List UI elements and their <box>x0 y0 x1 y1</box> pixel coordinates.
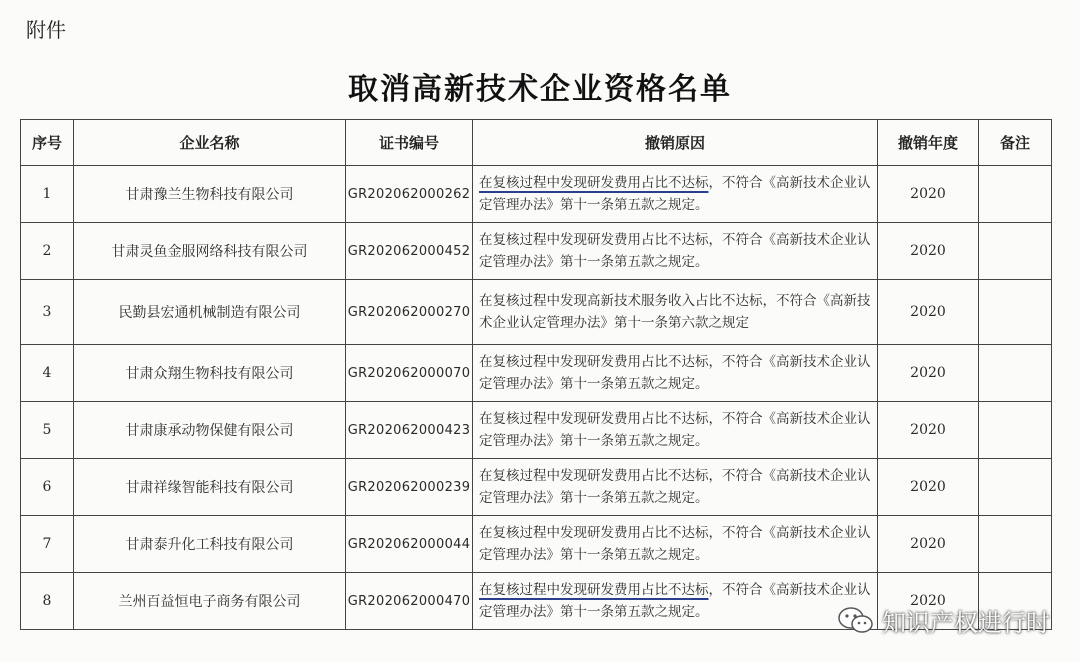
table-row <box>21 345 1052 402</box>
row-note <box>979 459 1052 516</box>
row-cert: GR202062000470 <box>346 573 473 630</box>
attachment-label: 附件 <box>26 18 66 42</box>
row-no: 4 <box>21 345 74 402</box>
row-company: 甘肃灵鱼金服网络科技有限公司 <box>74 223 346 280</box>
row-cert: GR202062000452 <box>346 223 473 280</box>
row-company: 兰州百益恒电子商务有限公司 <box>74 573 346 630</box>
row-note <box>979 280 1052 345</box>
row-cert: GR202062000070 <box>346 345 473 402</box>
header-note: 备注 <box>979 120 1052 166</box>
row-note <box>979 516 1052 573</box>
reason-text: 在复核过程中发现研发费用占比不达标，不符合《高新技术企业认定管理办法》第十一条第五款之规定。 <box>479 411 871 449</box>
table-row <box>21 223 1052 280</box>
wechat-icon <box>836 605 876 637</box>
row-reason <box>473 459 878 516</box>
row-year: 2020 <box>878 280 979 345</box>
row-cert: GR202062000270 <box>346 280 473 345</box>
row-company: 甘肃祥缘智能科技有限公司 <box>74 459 346 516</box>
row-note <box>979 402 1052 459</box>
row-company: 甘肃众翔生物科技有限公司 <box>74 345 346 402</box>
table-row <box>21 280 1052 345</box>
row-year: 2020 <box>878 223 979 280</box>
reason-text: 在复核过程中发现研发费用占比不达标，不符合《高新技术企业认定管理办法》第十一条第五款之规定。 <box>479 525 871 563</box>
table-header-row <box>21 120 1052 166</box>
row-reason <box>473 223 878 280</box>
row-no: 1 <box>21 166 74 223</box>
header-cert: 证书编号 <box>346 120 473 166</box>
row-note <box>979 166 1052 223</box>
row-no: 6 <box>21 459 74 516</box>
reason-text: ，不符合《高新技术企业认定管理办法》第十一条第五款之规定。 <box>479 175 871 213</box>
row-no: 3 <box>21 280 74 345</box>
table-row <box>21 516 1052 573</box>
reason-text: 在复核过程中发现研发费用占比不达标，不符合《高新技术企业认定管理办法》第十一条第五款之规定。 <box>479 232 871 270</box>
row-reason <box>473 166 878 223</box>
row-company: 甘肃康承动物保健有限公司 <box>74 402 346 459</box>
row-company: 民勤县宏通机械制造有限公司 <box>74 280 346 345</box>
row-reason <box>473 402 878 459</box>
row-year: 2020 <box>878 166 979 223</box>
document-title: 取消高新技术企业资格名单 <box>348 72 732 107</box>
row-company: 甘肃泰升化工科技有限公司 <box>74 516 346 573</box>
revocation-table <box>20 119 1052 630</box>
reason-text: 在复核过程中发现研发费用占比不达标，不符合《高新技术企业认定管理办法》第十一条第五款之规定。 <box>479 354 871 392</box>
watermark-text: 知识产权进行时 <box>882 609 1050 637</box>
row-reason <box>473 345 878 402</box>
row-year: 2020 <box>878 516 979 573</box>
row-cert: GR202062000423 <box>346 402 473 459</box>
row-cert: GR202062000044 <box>346 516 473 573</box>
table-row <box>21 166 1052 223</box>
row-reason <box>473 280 878 345</box>
row-year: 2020 <box>878 345 979 402</box>
row-cert: GR202062000262 <box>346 166 473 223</box>
row-no: 2 <box>21 223 74 280</box>
row-year: 2020 <box>878 402 979 459</box>
header-reason: 撤销原因 <box>473 120 878 166</box>
watermark <box>836 603 1050 638</box>
row-no: 5 <box>21 402 74 459</box>
row-year: 2020 <box>878 573 979 630</box>
header-year: 撤销年度 <box>878 120 979 166</box>
table-row <box>21 459 1052 516</box>
reason-text: 在复核过程中发现研发费用占比不达标，不符合《高新技术企业认定管理办法》第十一条第五款之规定。 <box>479 468 871 506</box>
header-no: 序号 <box>21 120 74 166</box>
row-no: 8 <box>21 573 74 630</box>
reason-text: ，不符合《高新技术企业认定管理办法》第十一条第五款之规定。 <box>479 582 871 620</box>
row-note <box>979 345 1052 402</box>
reason-text: 在复核过程中发现高新技术服务收入占比不达标，不符合《高新技术企业认定管理办法》第十一条第六款之规定 <box>479 293 871 331</box>
row-no: 7 <box>21 516 74 573</box>
row-reason <box>473 516 878 573</box>
row-reason <box>473 573 878 630</box>
table-row <box>21 402 1052 459</box>
reason-underlined: 在复核过程中发现研发费用占比不达标 <box>479 582 709 598</box>
reason-underlined: 在复核过程中发现研发费用占比不达标 <box>479 175 709 191</box>
row-note <box>979 223 1052 280</box>
row-cert: GR202062000239 <box>346 459 473 516</box>
row-company: 甘肃豫兰生物科技有限公司 <box>74 166 346 223</box>
row-year: 2020 <box>878 459 979 516</box>
header-company: 企业名称 <box>74 120 346 166</box>
